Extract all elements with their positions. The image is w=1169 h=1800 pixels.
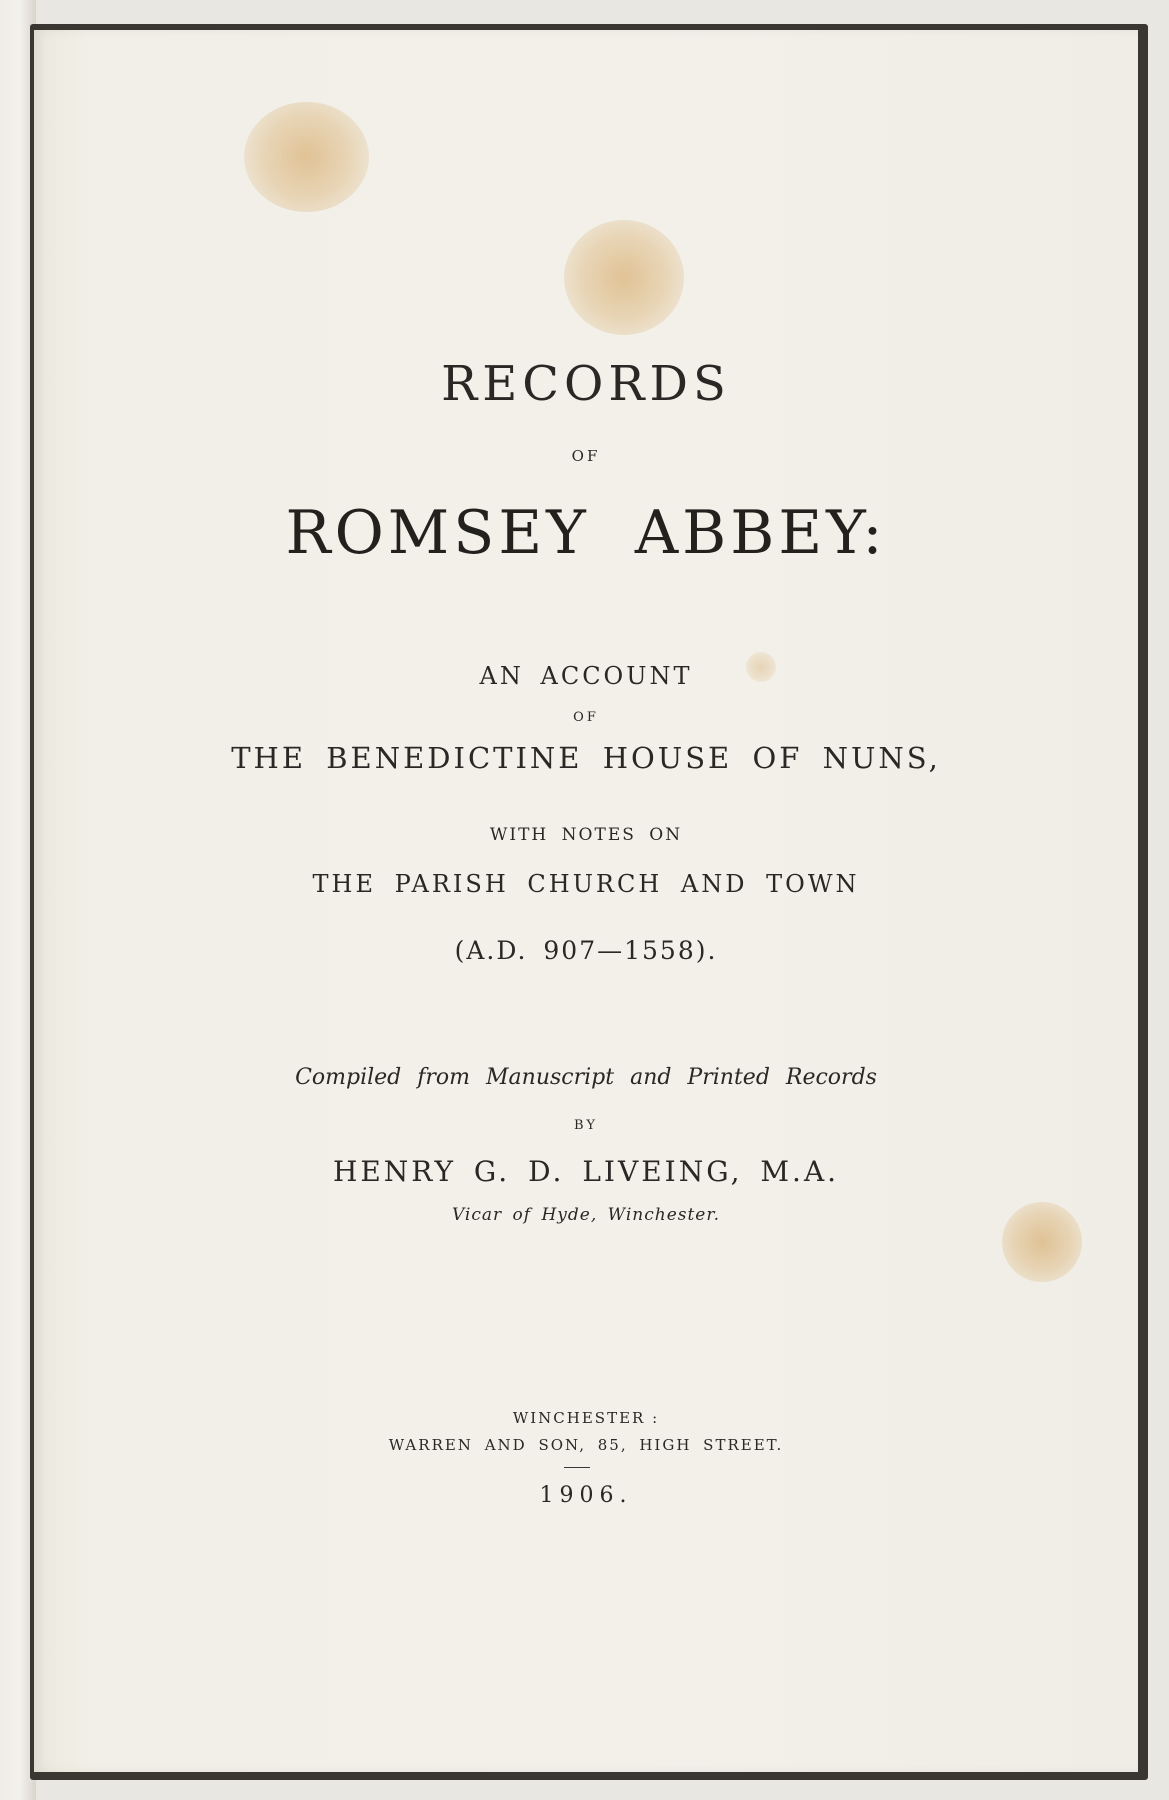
subtitle-an-account: AN ACCOUNT	[479, 662, 693, 690]
subtitle-with-notes-on: WITH NOTES ON	[489, 825, 683, 845]
title-records: RECORDS	[441, 356, 731, 412]
foxing-stain	[244, 102, 369, 212]
foxing-stain	[564, 220, 684, 335]
title-page	[34, 30, 1138, 1772]
main-title: ROMSEY ABBEY:	[285, 498, 887, 568]
imprint-rule	[564, 1467, 590, 1468]
subtitle-parish: THE PARISH CHURCH AND TOWN	[312, 870, 860, 898]
imprint-publisher: WARREN AND SON, 85, HIGH STREET.	[388, 1436, 784, 1454]
imprint-year: 1906.	[539, 1483, 633, 1508]
imprint-place: WINCHESTER :	[512, 1409, 660, 1427]
by-label: BY	[574, 1118, 598, 1133]
title-of: OF	[571, 447, 601, 465]
author-title: Vicar of Hyde, Winchester.	[451, 1205, 721, 1225]
subtitle-of: OF	[573, 710, 599, 725]
subtitle-subject: THE BENEDICTINE HOUSE OF NUNS,	[231, 741, 941, 775]
author-name: HENRY G. D. LIVEING, M.A.	[332, 1155, 840, 1188]
compiled-note: Compiled from Manuscript and Printed Records	[295, 1065, 877, 1090]
date-range: (A.D. 907—1558).	[454, 936, 718, 965]
